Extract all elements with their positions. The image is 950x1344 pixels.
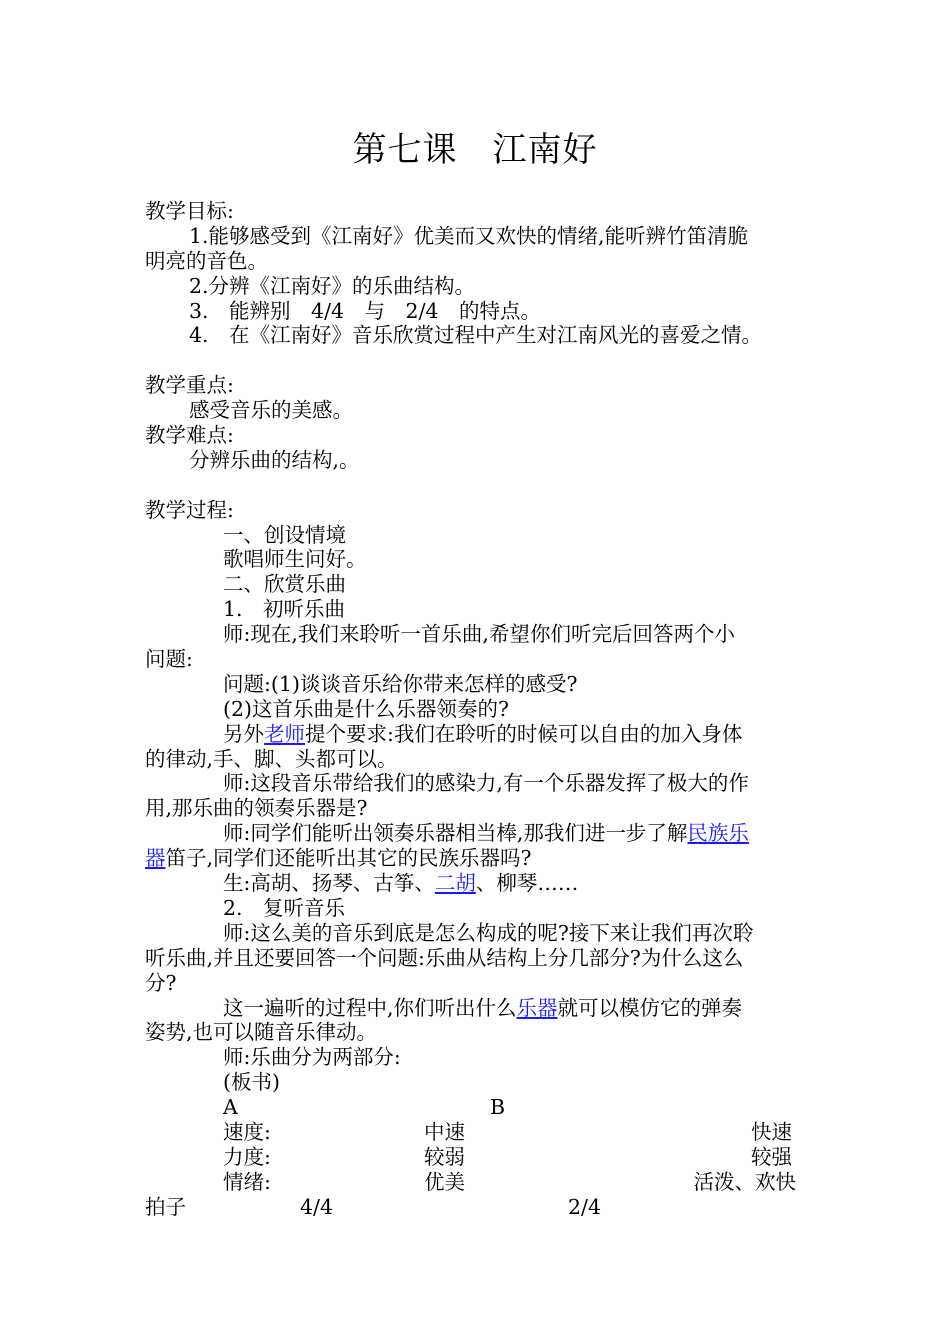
objective-3: 3. 能辨别 4/4 与 2/4 的特点。 xyxy=(189,298,542,323)
paragraph-4-post: 笛子,同学们还能听出其它的民族乐器吗? xyxy=(165,846,532,871)
paragraph-1-cont: 问题: xyxy=(145,647,193,672)
question-2: (2)这首乐曲是什么乐器领奏的? xyxy=(223,696,510,721)
paragraph-7-post: 就可以模仿它的弹奏 xyxy=(557,995,743,1020)
paragraph-3-cont: 用,那乐曲的领奏乐器是? xyxy=(145,796,368,821)
board-row-label: 情绪: xyxy=(223,1169,271,1194)
paragraph-7-cont: 姿势,也可以随音乐律动。 xyxy=(145,1020,378,1045)
board-label: (板书) xyxy=(223,1070,280,1095)
board-col-b: B xyxy=(490,1095,506,1120)
paragraph-5-post: 、柳琴…… xyxy=(475,871,579,896)
board-row-strength xyxy=(145,1145,810,1170)
paragraph-4 xyxy=(145,821,810,846)
board-row-mood xyxy=(145,1170,810,1195)
section-1-heading: 一、创设情境 xyxy=(223,522,346,547)
paragraph-5-pre: 生:高胡、扬琴、古筝、 xyxy=(223,871,435,896)
board-row-speed xyxy=(145,1120,810,1145)
paragraph-6: 师:这么美的音乐到底是怎么构成的呢?接下来让我们再次聆 xyxy=(223,920,754,945)
paragraph-4-pre: 师:同学们能听出领奏乐器相当棒,那我们进一步了解 xyxy=(223,821,688,846)
objective-2: 2.分辨《江南好》的乐曲结构。 xyxy=(189,273,476,298)
link-instrument[interactable]: 乐器 xyxy=(516,995,558,1020)
lesson-body xyxy=(145,199,810,1220)
process-heading: 教学过程: xyxy=(145,497,234,522)
paragraph-6-end: 分? xyxy=(145,970,177,995)
paragraph-3: 师:这段音乐带给我们的感染力,有一个乐器发挥了极大的作 xyxy=(223,771,749,796)
lesson-title: 第七课 江南好 xyxy=(352,130,598,170)
link-folk-instrument-cont[interactable]: 器 xyxy=(145,846,166,871)
board-beat-a: 4/4 xyxy=(300,1194,333,1219)
board-row-b: 较强 xyxy=(751,1144,792,1169)
board-row-label: 速度: xyxy=(223,1119,271,1144)
section-1-text: 歌唱师生问好。 xyxy=(223,547,367,572)
board-header-row xyxy=(145,1095,810,1120)
paragraph-2 xyxy=(145,722,810,747)
board-row-a: 中速 xyxy=(424,1119,465,1144)
link-teacher[interactable]: 老师 xyxy=(264,721,305,746)
board-beat-b: 2/4 xyxy=(568,1194,601,1219)
difficult-point-heading: 教学难点: xyxy=(145,423,234,448)
board-row-beat xyxy=(145,1195,810,1220)
board-row-a: 较弱 xyxy=(424,1144,465,1169)
objectives-heading: 教学目标: xyxy=(145,199,234,223)
objective-1-cont: 明亮的音色。 xyxy=(145,248,268,273)
paragraph-6-cont: 听乐曲,并且还要回答一个问题:乐曲从结构上分几部分?为什么这么 xyxy=(145,945,744,970)
link-folk-instrument[interactable]: 民族乐 xyxy=(687,821,749,846)
step-2-heading: 2. 复听音乐 xyxy=(223,895,346,920)
paragraph-7-pre: 这一遍听的过程中,你们听出什么 xyxy=(223,995,517,1020)
board-row-b: 活泼、欢快 xyxy=(693,1169,796,1194)
objective-4: 4. 在《江南好》音乐欣赏过程中产生对江南风光的喜爱之情。 xyxy=(189,323,763,348)
key-point-text: 感受音乐的美感。 xyxy=(189,398,353,423)
paragraph-2-pre: 另外 xyxy=(223,721,264,746)
link-erhu[interactable]: 二胡 xyxy=(434,871,476,896)
paragraph-1: 师:现在,我们来聆听一首乐曲,希望你们听完后回答两个小 xyxy=(223,622,735,647)
key-point-heading: 教学重点: xyxy=(145,373,234,398)
board-row-a: 优美 xyxy=(424,1169,465,1194)
board-row-b: 快速 xyxy=(751,1119,792,1144)
paragraph-4-cont xyxy=(145,846,810,871)
board-col-a: A xyxy=(223,1095,238,1120)
paragraph-5 xyxy=(145,871,810,896)
board-row-label: 力度: xyxy=(223,1144,271,1169)
objective-1: 1.能够感受到《江南好》优美而又欢快的情绪,能听辨竹笛清脆 xyxy=(189,223,749,248)
paragraph-2-cont: 的律动,手、脚、头都可以。 xyxy=(145,746,398,771)
question-1: 问题:(1)谈谈音乐给你带来怎样的感受? xyxy=(223,671,578,696)
board-beat-label: 拍子 xyxy=(145,1194,186,1219)
step-1-heading: 1. 初听乐曲 xyxy=(223,597,346,622)
paragraph-7 xyxy=(145,996,810,1021)
difficult-point-text: 分辨乐曲的结构,。 xyxy=(189,447,360,472)
paragraph-2-post: 提个要求:我们在聆听的时候可以自由的加入身体 xyxy=(305,721,743,746)
paragraph-8: 师:乐曲分为两部分: xyxy=(223,1045,401,1070)
section-2-heading: 二、欣赏乐曲 xyxy=(223,572,346,597)
